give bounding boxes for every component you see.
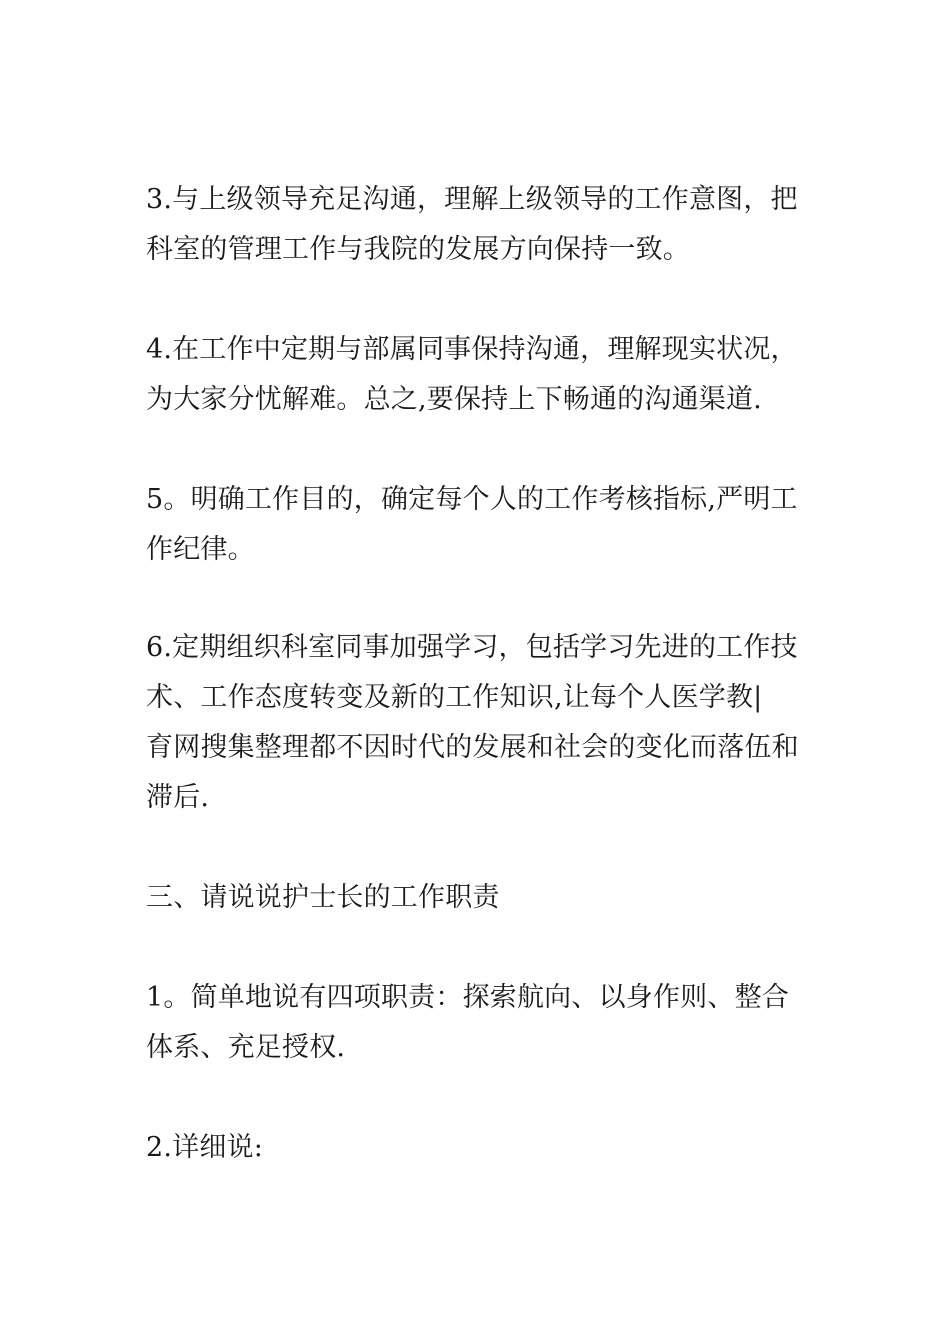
text-line: 2.详细说:: [146, 1132, 264, 1163]
text-line: 4.在工作中定期与部属同事保持沟通，理解现实状况，: [146, 334, 798, 365]
text-line: 体系、充足授权.: [146, 1032, 346, 1063]
paragraph-item-5: [146, 475, 806, 575]
text-line: 科室的管理工作与我院的发展方向保持一致。: [146, 234, 690, 265]
text-line: 6.定期组织科室同事加强学习，包括学习先进的工作技: [146, 632, 798, 663]
paragraph-item-6: [146, 623, 806, 823]
text-line: 3.与上级领导充足沟通，理解上级领导的工作意图，把: [146, 184, 798, 215]
text-line: 育网搜集整理都不因时代的发展和社会的变化而落伍和: [146, 732, 799, 763]
text-line: 为大家分忧解难。总之,要保持上下畅通的沟通渠道.: [146, 384, 762, 415]
section-heading: [146, 873, 806, 923]
text-line: 5。明确工作目的，确定每个人的工作考核指标,严明工: [146, 484, 798, 515]
paragraph-item-4: [146, 325, 806, 425]
text-line: 作纪律。: [146, 534, 255, 565]
heading-text: 三、请说说护士长的工作职责: [146, 882, 500, 913]
text-line: 术、工作态度转变及新的工作知识,让每个人医学教|: [146, 682, 763, 713]
paragraph-duty-2: [146, 1123, 806, 1173]
text-line: 1。简单地说有四项职责：探索航向、以身作则、整合: [146, 982, 789, 1013]
paragraph-item-3: [146, 175, 806, 275]
text-line: 滞后.: [146, 782, 210, 813]
paragraph-duty-1: [146, 973, 806, 1073]
